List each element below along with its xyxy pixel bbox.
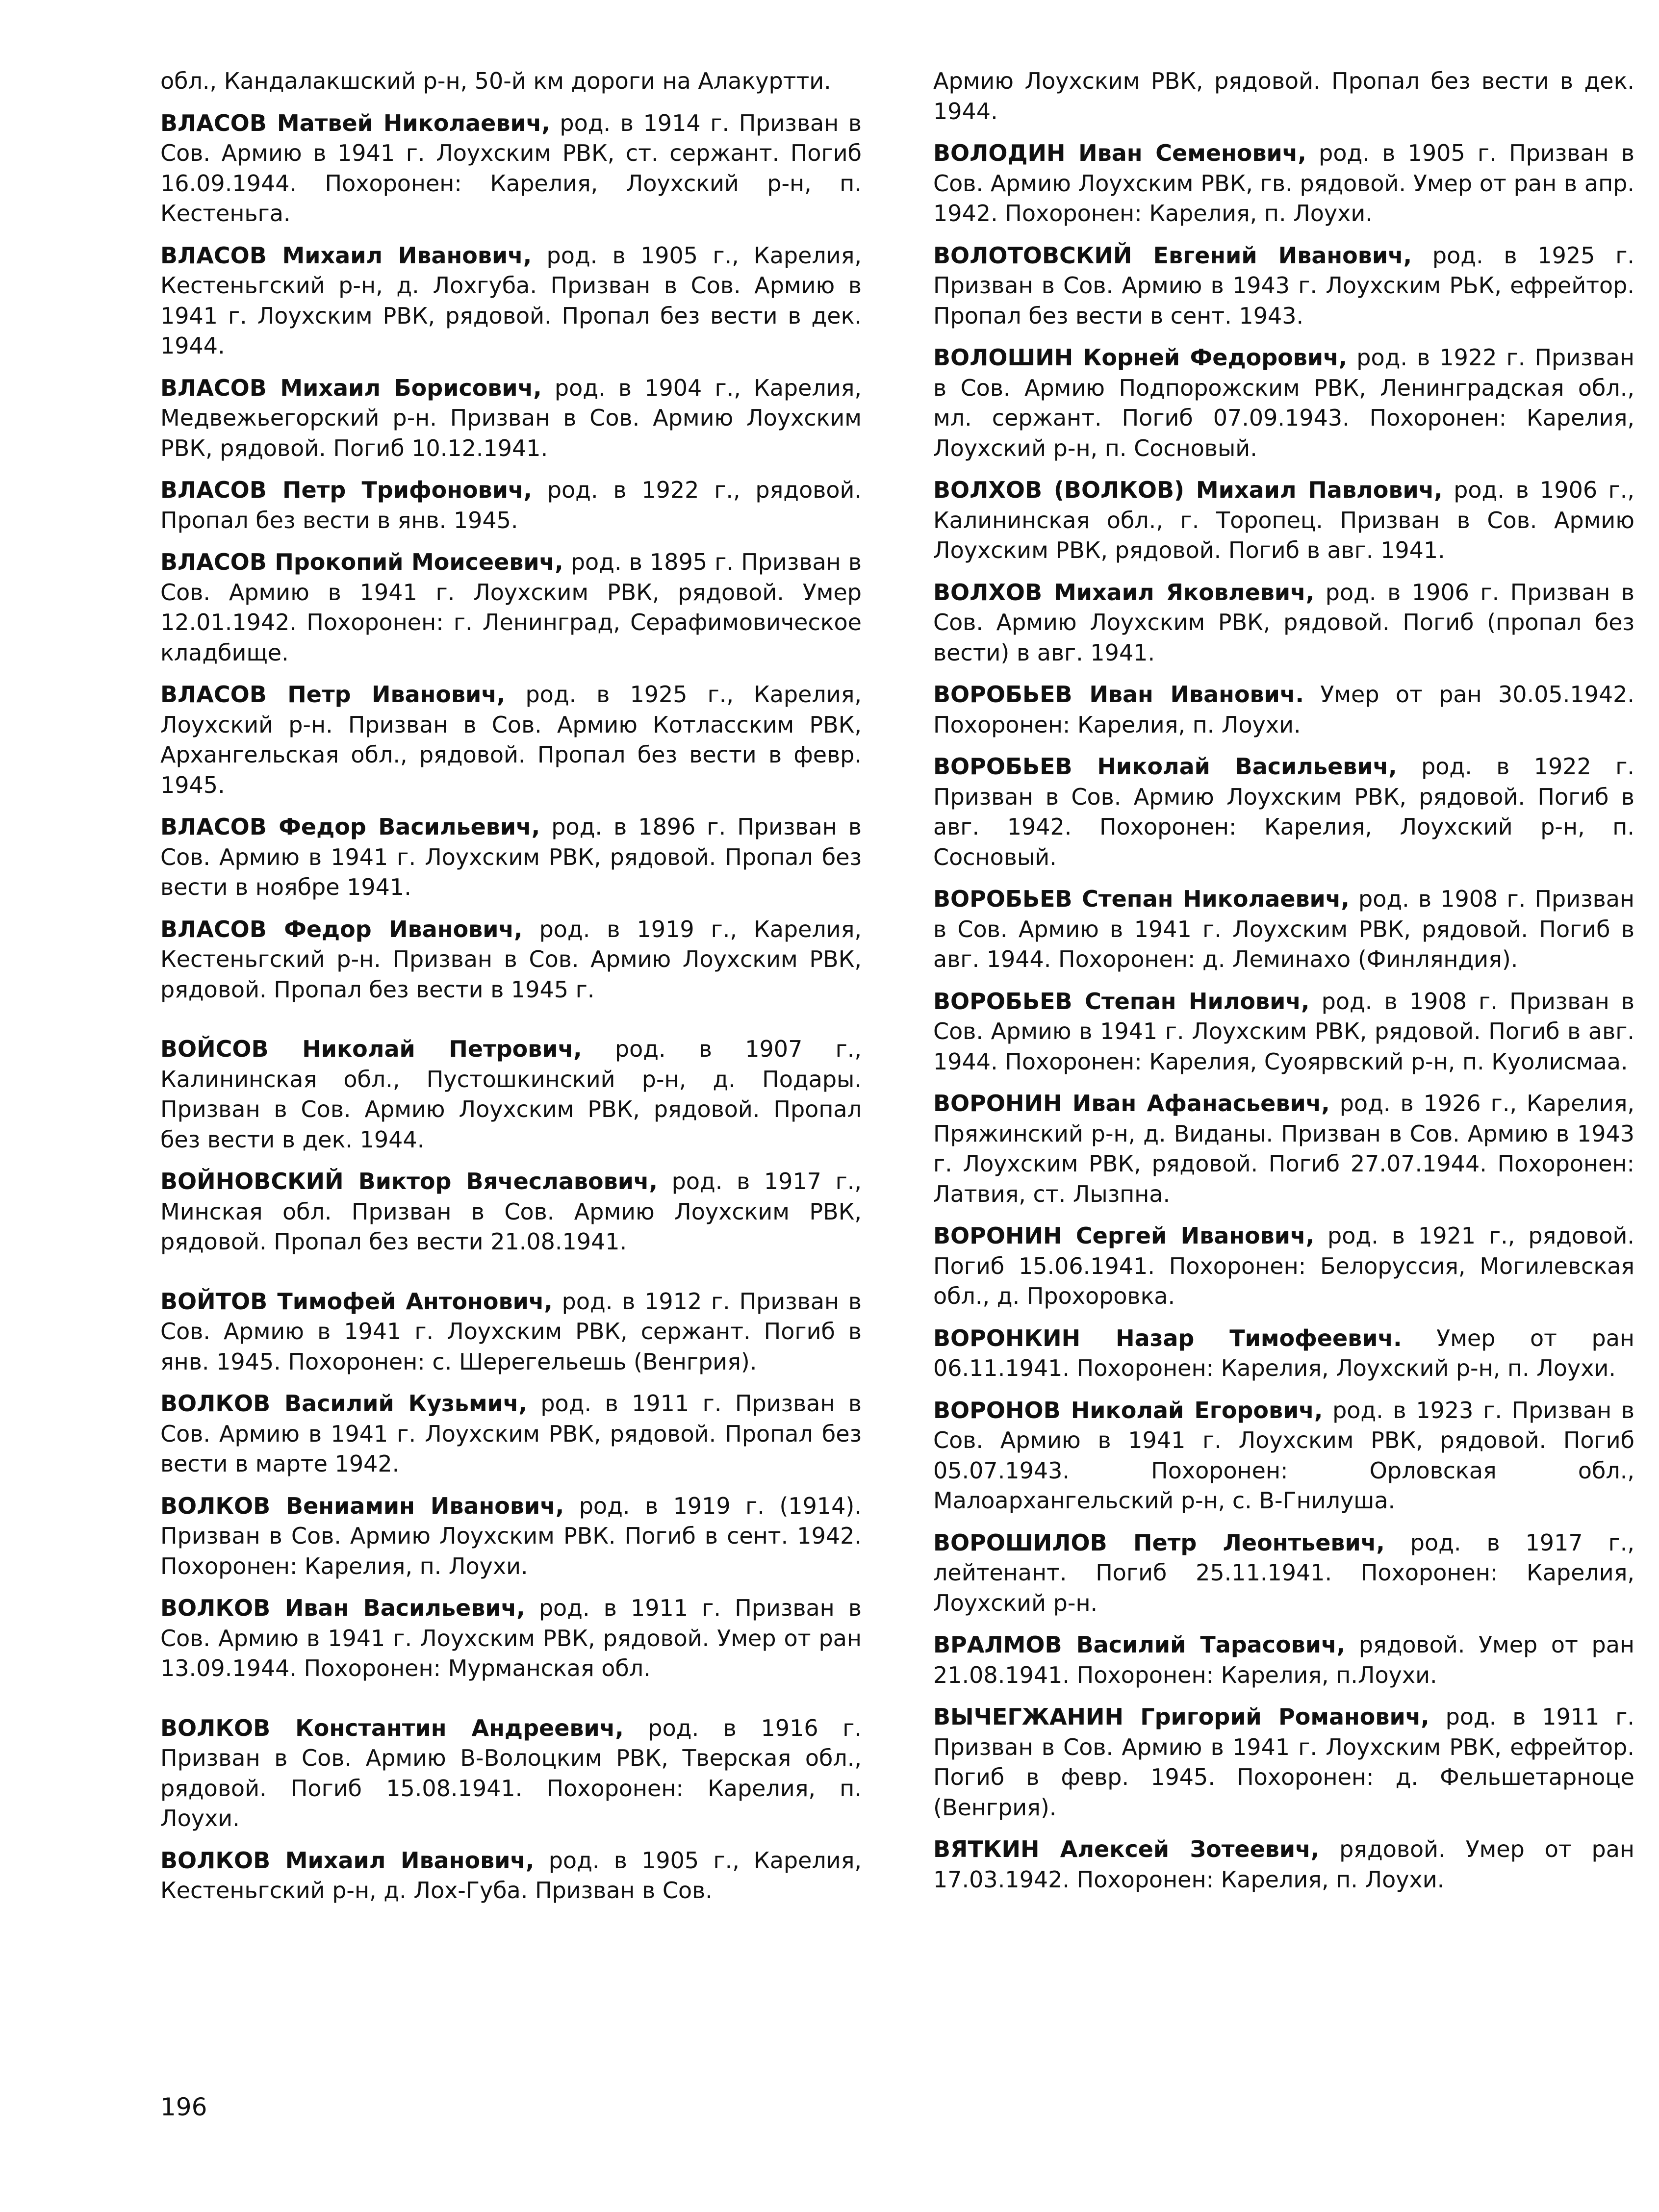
entry-continuation bbox=[933, 66, 1634, 127]
entry bbox=[160, 373, 862, 464]
entry-name: ВОРОБЬЕВ Николай Васильевич, bbox=[933, 753, 1397, 780]
entry bbox=[160, 1167, 862, 1257]
entry bbox=[933, 138, 1634, 229]
entry bbox=[160, 1846, 862, 1906]
entry-name: ВОЛКОВ Василий Кузьмич, bbox=[160, 1390, 527, 1417]
entry-name: ВЛАСОВ Прокопий Моисеевич, bbox=[160, 549, 563, 575]
entry-text: род. в 1919 г. (1914). Призван в Сов. Армию Лоухским РВК. Погиб в сент. 1942. Похоронен: Карелия, п. Лоухи. bbox=[160, 1492, 862, 1579]
entry bbox=[933, 241, 1634, 331]
entry-text: род. в 1917 г., лейтенант. Погиб 25.11.1941. Похоронен: Карелия, Лоухский р-н. bbox=[933, 1529, 1634, 1616]
entry bbox=[933, 680, 1634, 740]
entry-text: род. в 1911 г. Призван в Сов. Армию в 1941 г. Лоухским РВК, ефрейтор. Погиб в февр. 1945. Похоронен: д. Фельшетарноце (Венгрия). bbox=[933, 1703, 1634, 1821]
entry-text: обл., Кандалакшский р-н, 50-й км дороги на Алакуртти. bbox=[160, 68, 831, 94]
entry-text: род. в 1908 г. Призван в Сов. Армию в 1941 г. Лоухским РВК, рядовой. Погиб в авг. 1944. Похоронен: Карелия, Суоярвский р-н, п. Куолисмаа. bbox=[933, 988, 1634, 1075]
entry-text: род. в 1911 г. Призван в Сов. Армию в 1941 г. Лоухским РВК, рядовой. Умер от ран 13.09.1944. Похоронен: Мурманская обл. bbox=[160, 1595, 862, 1681]
entry-text: род. в 1907 г., Калининская обл., Пустошкинский р-н, д. Подары. Призван в Сов. Армию Лоухским РВК, рядовой. Пропал без вести в дек. 1944. bbox=[160, 1036, 862, 1153]
entry-name: ВЛАСОВ Федор Иванович, bbox=[160, 915, 523, 942]
entry-text: род. в 1921 г., рядовой. Погиб 15.06.1941. Похоронен: Белоруссия, Могилевская обл., д. Прохоровка. bbox=[933, 1222, 1634, 1309]
entry bbox=[160, 108, 862, 229]
entry-text: род. в 1896 г. Призван в Сов. Армию в 1941 г. Лоухским РВК, рядовой. Пропал без вести в ноябре 1941. bbox=[160, 814, 862, 900]
entry-text: род. в 1905 г., Карелия, Кестеньгский р-н, д. Лохгуба. Призван в Сов. Армию в 1941 г. Лоухским РВК, рядовой. Пропал без вести в дек. 1944. bbox=[160, 242, 862, 359]
entry bbox=[933, 1323, 1634, 1384]
entry-name: ВОРОНКИН Назар Тимофеевич. bbox=[933, 1324, 1402, 1351]
entry-name: ВОЛХОВ (ВОЛКОВ) Михаил Павлович, bbox=[933, 477, 1443, 503]
page-number: 196 bbox=[160, 2093, 207, 2121]
entry bbox=[160, 1593, 862, 1684]
entry-name: ВОРОНИН Иван Афанасьевич, bbox=[933, 1090, 1330, 1117]
entry bbox=[160, 1034, 862, 1155]
entry-text: род. в 1912 г. Призван в Сов. Армию в 1941 г. Лоухским РВК, сержант. Погиб в янв. 1945. Похоронен: с. Шерегельешь (Венгрия). bbox=[160, 1288, 862, 1375]
entry-text: Армию Лоухским РВК, рядовой. Пропал без вести в дек. 1944. bbox=[933, 68, 1634, 125]
entry-name: ВОЛКОВ Михаил Иванович, bbox=[160, 1847, 535, 1874]
entry bbox=[933, 1630, 1634, 1690]
entry-name: ВОЙНОВСКИЙ Виктор Вячеславович, bbox=[160, 1168, 658, 1195]
entry-text: род. в 1908 г. Призван в Сов. Армию в 1941 г. Лоухским РВК, рядовой. Погиб в авг. 1944. Похоронен: д. Леминахо (Финляндия). bbox=[933, 886, 1634, 972]
entry bbox=[160, 1713, 862, 1834]
entry bbox=[160, 475, 862, 535]
entry-name: ВЫЧЕГЖАНИН Григорий Романович, bbox=[933, 1703, 1429, 1730]
entry-name: ВОЛКОВ Константин Андреевич, bbox=[160, 1714, 624, 1741]
entry-name: ВОРОНИН Сергей Иванович, bbox=[933, 1222, 1315, 1249]
entry-text: род. в 1919 г., Карелия, Кестеньгский р-н. Призван в Сов. Армию Лоухским РВК, рядовой. Пропал без вести в 1945 г. bbox=[160, 915, 862, 1003]
entry-text: Умер от ран 30.05.1942. Похоронен: Карелия, п. Лоухи. bbox=[933, 681, 1635, 738]
entry-name: ВЛАСОВ Михаил Борисович, bbox=[160, 374, 542, 401]
entry-name: ВОРОБЬЕВ Степан Нилович, bbox=[933, 988, 1310, 1015]
entry-text: Умер от ран 06.11.1941. Похоронен: Карелия, Лоухский р-н, п. Лоухи. bbox=[933, 1324, 1634, 1381]
entry-text: рядовой. Умер от ран 21.08.1941. Похоронен: Карелия, п.Лоухи. bbox=[933, 1631, 1635, 1688]
entry-text: род. в 1922 г. Призван в Сов. Армию Подпорожским РВК, Ленинградская обл., мл. сержант. Погиб 07.09.1943. Похоронен: Карелия, Лоухский р-н, п. Сосновый. bbox=[933, 344, 1634, 461]
entry bbox=[933, 343, 1634, 463]
entry-text: род. в 1906 г., Калининская обл., г. Торопец. Призван в Сов. Армию Лоухским РВК, рядовой. Погиб в авг. 1941. bbox=[933, 477, 1634, 563]
entry-continuation bbox=[160, 66, 862, 97]
left-column bbox=[160, 66, 862, 1918]
entry-text: род. в 1925 г. Призван в Сов. Армию в 1943 г. Лоухским РЬК, ефрейтор. Пропал без вести в сент. 1943. bbox=[933, 242, 1634, 329]
entry bbox=[933, 1221, 1634, 1312]
entry-text: род. в 1916 г. Призван в Сов. Армию В-Волоцким РВК, Тверская обл., рядовой. Погиб 15.08.1941. Похоронен: Карелия, п. Лоухи. bbox=[160, 1714, 862, 1831]
entry-text: род. в 1925 г., Карелия, Лоухский р-н. Призван в Сов. Армию Котласским РВК, Архангельская обл., рядовой. Пропал без вести в февр. 1945. bbox=[160, 681, 862, 798]
entry bbox=[933, 578, 1634, 668]
entry bbox=[933, 1089, 1634, 1209]
entry-name: ВОЛКОВ Иван Васильевич, bbox=[160, 1595, 525, 1621]
entry bbox=[933, 1528, 1634, 1619]
entry-name: ВОЙСОВ Николай Петрович, bbox=[160, 1036, 582, 1062]
entry-name: ВОЛОШИН Корней Федорович, bbox=[933, 344, 1348, 371]
entry-name: ВЛАСОВ Михаил Иванович, bbox=[160, 242, 532, 269]
entry bbox=[160, 241, 862, 361]
entry-text: род. в 1922 г. Призван в Сов. Армию Лоухским РВК, рядовой. Погиб в авг. 1942. Похоронен: Карелия, Лоухский р-н, п. Сосновый. bbox=[933, 753, 1634, 870]
entry bbox=[160, 1287, 862, 1377]
right-column bbox=[933, 66, 1634, 1907]
entry-text: род. в 1917 г., Минская обл. Призван в Сов. Армию Лоухским РВК, рядовой. Пропал без вести 21.08.1941. bbox=[160, 1168, 862, 1255]
entry bbox=[933, 1396, 1634, 1516]
entry bbox=[933, 987, 1634, 1077]
entry-name: ВОЛХОВ Михаил Яковлевич, bbox=[933, 579, 1315, 606]
entry-name: ВОЙТОВ Тимофей Антонович, bbox=[160, 1288, 553, 1315]
entry-text: род. в 1926 г., Карелия, Пряжинский р-н, д. Виданы. Призван в Сов. Армию в 1943 г. Лоухским РВК, рядовой. Погиб 27.07.1944. Похоронен: Латвия, ст. Лызпна. bbox=[933, 1090, 1634, 1207]
entry-text: род. в 1914 г. Призван в Сов. Армию в 1941 г. Лоухским РВК, ст. сержант. Погиб 16.09.1944. Похоронен: Карелия, Лоухский р-н, п. Кестеньга. bbox=[160, 109, 862, 227]
entry-name: ВОЛОДИН Иван Семенович, bbox=[933, 140, 1306, 166]
entry bbox=[160, 680, 862, 800]
entry-name: ВОРОНОВ Николай Егорович, bbox=[933, 1397, 1323, 1424]
entry-text: род. в 1904 г., Карелия, Медвежьегорский р-н. Призван в Сов. Армию Лоухским РВК, рядовой. Погиб 10.12.1941. bbox=[160, 374, 862, 461]
entry-name: ВОРОБЬЕВ Степан Николаевич, bbox=[933, 886, 1350, 912]
entry bbox=[933, 752, 1634, 872]
entry-name: ВОЛОТОВСКИЙ Евгений Иванович, bbox=[933, 242, 1412, 269]
entry-name: ВЛАСОВ Федор Васильевич, bbox=[160, 814, 540, 840]
entry bbox=[160, 915, 862, 1005]
entry-text: род. в 1895 г. Призван в Сов. Армию в 1941 г. Лоухским РВК, рядовой. Умер 12.01.1942. Похоронен: г. Ленинград, Серафимовическое кладбище. bbox=[160, 549, 862, 666]
entry-text: род. в 1923 г. Призван в Сов. Армию в 1941 г. Лоухским РВК, рядовой. Погиб 05.07.1943. Похоронен: Орловская обл., Малоархангельский р-н, с. В-Гнилуша. bbox=[933, 1397, 1634, 1514]
entry bbox=[160, 1389, 862, 1479]
entry-text: род. в 1905 г., Карелия, Кестеньгский р-н, д. Лох-Губа. Призван в Сов. bbox=[160, 1847, 862, 1904]
entry bbox=[160, 547, 862, 668]
entry bbox=[933, 1834, 1634, 1895]
entry-text: род. в 1911 г. Призван в Сов. Армию в 1941 г. Лоухским РВК, рядовой. Пропал без вести в марте 1942. bbox=[160, 1390, 862, 1477]
entry bbox=[933, 884, 1634, 975]
entry-text: рядовой. Умер от ран 17.03.1942. Похоронен: Карелия, п. Лоухи. bbox=[933, 1836, 1634, 1893]
entry bbox=[933, 1702, 1634, 1823]
entry-name: ВОРОБЬЕВ Иван Иванович. bbox=[933, 681, 1304, 708]
entry-name: ВЛАСОВ Петр Трифонович, bbox=[160, 477, 533, 503]
entry bbox=[160, 812, 862, 903]
entry-text: род. в 1906 г. Призван в Сов. Армию Лоухским РВК, рядовой. Погиб (пропал без вести) в авг. 1941. bbox=[933, 579, 1634, 666]
entry-name: ВЛАСОВ Матвей Николаевич, bbox=[160, 109, 550, 136]
entry-text: род. в 1905 г. Призван в Сов. Армию Лоухским РВК, гв. рядовой. Умер от ран в апр. 1942. Похоронен: Карелия, п. Лоухи. bbox=[933, 140, 1634, 227]
entry-name: ВЛАСОВ Петр Иванович, bbox=[160, 681, 506, 708]
entry-name: ВЯТКИН Алексей Зотеевич, bbox=[933, 1836, 1320, 1862]
entry-text: род. в 1922 г., рядовой. Пропал без вести в янв. 1945. bbox=[160, 477, 862, 534]
entry-name: ВРАЛМОВ Василий Тарасович, bbox=[933, 1631, 1346, 1658]
entry-name: ВОРОШИЛОВ Петр Леонтьевич, bbox=[933, 1529, 1385, 1556]
entry bbox=[160, 1491, 862, 1582]
entry-name: ВОЛКОВ Вениамин Иванович, bbox=[160, 1492, 564, 1519]
entry bbox=[933, 475, 1634, 566]
